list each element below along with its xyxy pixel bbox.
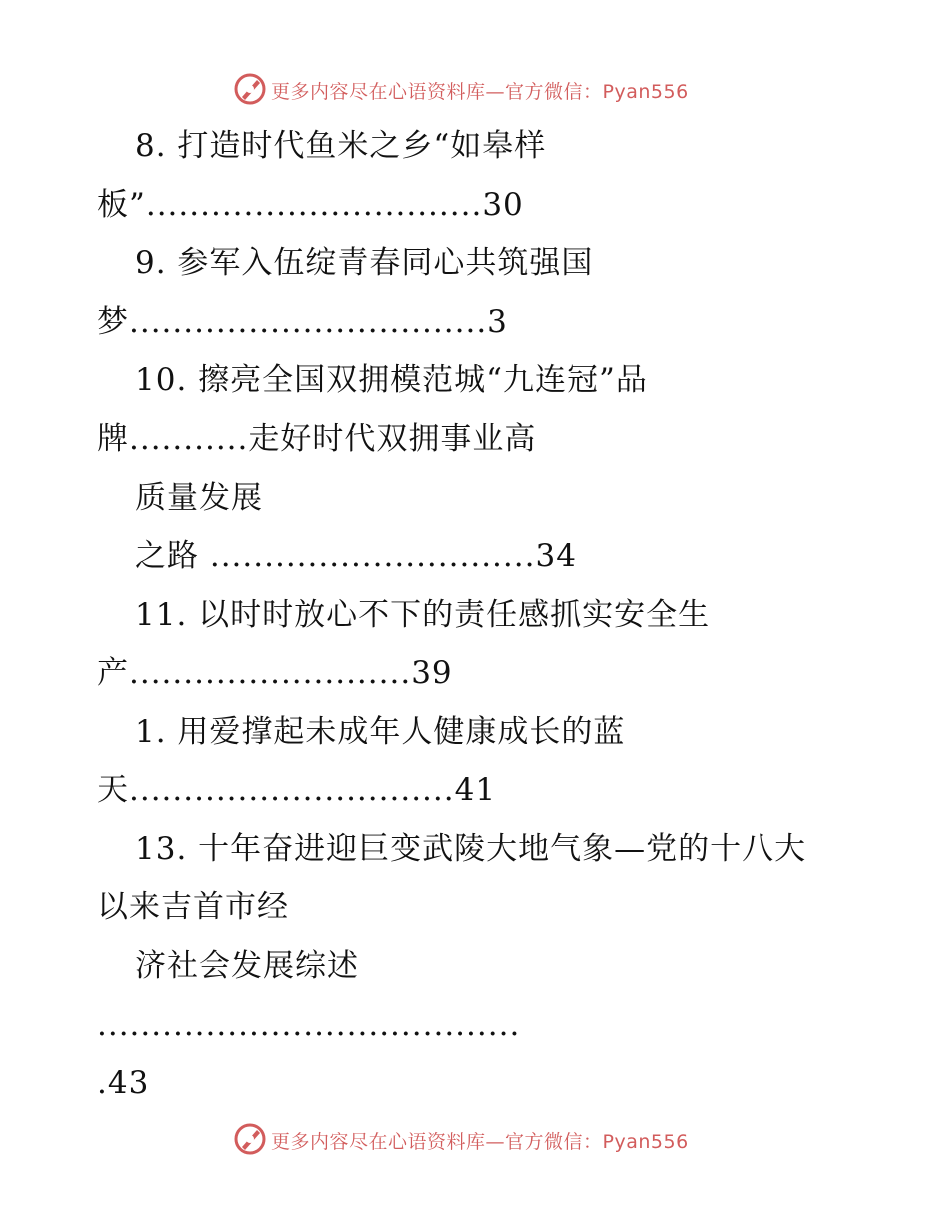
toc-entry-9-leader: 梦.................................3 <box>97 304 508 340</box>
pen-logo-icon <box>233 1122 267 1156</box>
watermark-library-text: 更多内容尽在心语资料库— <box>271 1131 506 1153</box>
toc-entry-8-title: 8. 打造时代鱼米之乡“如皋样 <box>135 128 547 164</box>
toc-entry-12-title: 1. 用爱撑起未成年人健康成长的蓝 <box>135 714 626 750</box>
watermark-text <box>271 1127 689 1154</box>
watermark-platform-text: 官方微信： <box>505 1131 603 1153</box>
toc-entry-11-title: 11. 以时时放心不下的责任感抓实安全生 <box>135 597 711 633</box>
toc-entry-13-leader: ....................................... <box>97 1007 521 1043</box>
toc-entry-9-title: 9. 参军入伍绽青春同心共筑强国 <box>135 245 594 281</box>
watermark-platform-text: 官方微信： <box>505 81 603 103</box>
toc-entry-8-leader: 板”...............................30 <box>97 187 524 223</box>
toc-entry-10-title: 10. 擦亮全国双拥模范城“九连冠”品 <box>135 362 648 398</box>
toc-entry-10-continued: 质量发展 <box>135 480 263 516</box>
toc-entry-13-title: 13. 十年奋进迎巨变武陵大地气象—党的十八大 <box>135 831 807 867</box>
toc-entry-10-leader: 牌...........走好时代双拥事业高 <box>97 421 537 457</box>
watermark-text <box>271 77 689 104</box>
toc-entry-11-leader: 产..........................39 <box>97 655 453 691</box>
toc-entry-13-continued-2: 济社会发展综述 <box>135 948 359 984</box>
toc-entry-10-page: 之路 ..............................34 <box>135 538 577 574</box>
watermark-library-text: 更多内容尽在心语资料库— <box>271 81 506 103</box>
toc-entry-13-page: .43 <box>97 1065 150 1101</box>
pen-logo-icon <box>233 72 267 106</box>
watermark-account-text: Pyan556 <box>602 81 689 103</box>
toc-entry-13-continued: 以来吉首市经 <box>97 889 289 925</box>
top-watermark-banner <box>0 70 950 110</box>
watermark-account-text: Pyan556 <box>602 1131 689 1153</box>
toc-entry-12-leader: 天..............................41 <box>97 772 497 808</box>
bottom-watermark-banner <box>0 1120 950 1160</box>
